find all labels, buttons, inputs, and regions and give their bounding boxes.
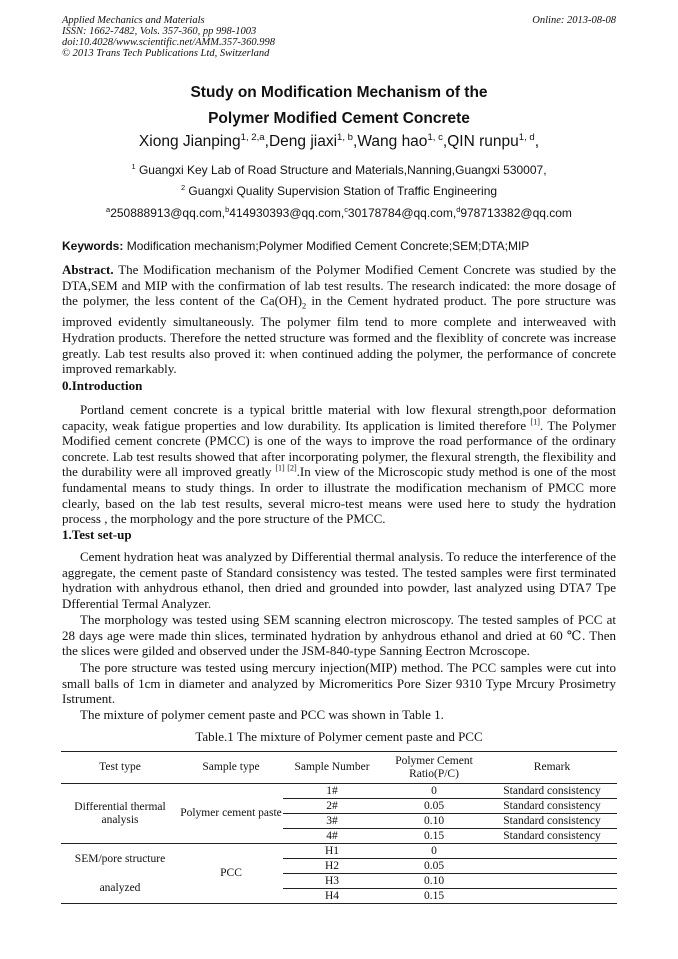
author-sup: 1, d [518,131,535,143]
test-type-line: SEM/pore structure [74,853,166,865]
remark-cell [487,889,617,904]
sample-number-cell: H2 [283,859,381,874]
author-sup: 1, c [427,131,443,143]
author-name: Deng jiaxi [268,133,338,150]
header-cell: Polymer Cement Ratio(P/C) [381,752,487,784]
journal-header [62,15,616,59]
abstract-label: Abstract. [62,262,114,277]
intro-text-cont: . The Polymer Modified cement concrete (PMCC) is one of the ways to improve the road performance of the ordinary concrete. Lab test results showed that after incorporating polymer, the flexural strength, the flexibility and the durability were all improved greatly [62,417,617,480]
email-sup: b [225,205,230,214]
author-name: Wang hao [357,133,428,150]
keywords-text: Modification mechanism;Polymer Modified Cement Concrete;SEM;DTA;MIP [126,239,530,253]
author-sep: , [353,133,358,150]
author-sep: , [264,133,269,150]
affiliation-text: Guangxi Key Lab of Road Structure and Materials,Nanning,Guangxi 530007, [138,163,547,177]
affiliation-sup: 1 [131,162,136,171]
mixture-table [61,751,617,904]
doi: doi:10.4028/www.scientific.net/AMM.357-360.998 [62,37,275,48]
email-list [62,206,616,220]
remark-cell [487,874,617,889]
ratio-cell: 0.15 [381,889,487,904]
ratio-cell: 0 [381,844,487,859]
table-caption: Table.1 The mixture of Polymer cement paste and PCC [195,729,483,744]
sample-type-cell: Polymer cement paste [179,784,283,844]
remark-cell [487,844,617,859]
affiliation-sup: 2 [180,183,186,192]
sample-type-cell: PCC [179,844,283,904]
table-row [61,784,617,799]
keywords [62,239,616,253]
keywords-label: Keywords: [62,239,124,253]
ratio-cell: 0 [381,784,487,799]
setup-paragraph-2: The morphology was tested using SEM scanning electron microscopy. The tested samples of PCC at 28 days age were made thin slices, terminated hydration by anhydrous ethanol and dried at 60 ℃. Then the slices were gilded and observed under the JSM-840-type Sanning Eectron Mcroscope. [62,612,616,659]
sample-number-cell: 2# [283,799,381,814]
remark-cell [487,859,617,874]
test-type-cell: Differential thermal analysis [61,784,179,844]
remark-cell: Standard consistency [487,814,617,829]
author-name: QIN runpu [447,133,519,150]
subscript: 2 [302,300,307,311]
abstract [62,262,616,377]
sample-number-cell: H3 [283,874,381,889]
setup-paragraph-1: Cement hydration heat was analyzed by Differential thermal analysis. To reduce the interference of the aggregate, the cement paste of Standard consistency was tested. The tested samples were first terminated hydration with anhydrous ethanol, then dried and grounded into powder, last analyzed using DTA7 Tpe Dfferential Termal Analyzer. [62,549,616,611]
author-name: Xiong Jianping [138,133,241,150]
sample-number-cell: 4# [283,829,381,844]
ratio-cell: 0.10 [381,874,487,889]
test-type-cell [61,844,179,904]
email-sup: a [106,205,111,214]
email-address: 414930393@qq.com, [229,206,345,220]
citation: [1] [2] [275,464,297,474]
sample-number-cell: 1# [283,784,381,799]
title-line-2: Polymer Modified Cement Concrete [208,110,470,127]
header-cell: Remark [487,752,617,784]
ratio-cell: 0.05 [381,799,487,814]
ratio-cell: 0.10 [381,814,487,829]
remark-cell: Standard consistency [487,799,617,814]
test-type-line: analyzed [99,881,141,894]
intro-text: Portland cement concrete is a typical brittle material with low flexural strength,poor deformation capacity, weak fatigue properties and low durability. Its application is limited therefore [62,402,616,433]
email-address: 250888913@qq.com, [110,206,226,220]
abstract-text-cont: in the Cement hydrated product. The pore structure was improved evidently simultaneously. The polymer film tend to more complete and interweaved with Hydration products. Therefore the netted structure was formed and the flexiblity of concrete was increase greatly. Lab test results also proved it: when continued adding the polymer, the performance of concrete improved remarkably. [62,293,616,377]
section-heading-introduction: 0.Introduction [62,378,143,393]
affiliation-1 [62,163,616,177]
ratio-cell: 0.05 [381,859,487,874]
author-list [62,133,616,151]
sample-number-cell: H1 [283,844,381,859]
header-cell: Sample type [179,752,283,784]
sample-number-cell: H4 [283,889,381,904]
paper-title [62,80,616,132]
setup-paragraph-4: The mixture of polymer cement paste and PCC was shown in Table 1. [80,707,444,722]
affiliation-2 [62,184,616,198]
table-header-row [61,752,617,784]
header-cell: Test type [61,752,179,784]
author-sep: , [442,133,448,150]
citation: [1] [530,417,540,427]
title-line-1: Study on Modification Mechanism of the [190,84,488,101]
online-date: Online: 2013-08-08 [532,15,616,26]
header-cell: Sample Number [283,752,381,784]
remark-cell: Standard consistency [487,784,617,799]
journal-name: Applied Mechanics and Materials [62,15,205,26]
section-heading-test-setup: 1.Test set-up [62,527,132,542]
sample-number-cell: 3# [283,814,381,829]
author-sup: 1, 2,a [240,131,265,143]
email-address: 30178784@qq.com, [347,206,457,220]
copyright: © 2013 Trans Tech Publications Ltd, Switzerland [62,48,270,59]
intro-paragraph [62,402,616,527]
author-sep: , [534,133,540,150]
author-sup: 1, b [337,131,354,143]
abstract-text: The Modification mechanism of the Polymer Modified Cement Concrete was studied by the DTA,SEM and MIP with the confirmation of lab test results. The research indicated: the more dosage of the polymer, the less content of the Ca(OH) [62,262,616,309]
remark-cell: Standard consistency [487,829,617,844]
table-row [61,844,617,859]
intro-text-end: .In view of the Microscopic study method is one of the most fundamental means to study things. In order to illustrate the modification mechanism of PMCC more clearly, based on the lab test results, several micro-test means were used here to study the hydration process , the morphology and the pore structure of the PMCC. [62,464,617,527]
issn: ISSN: 1662-7482, Vols. 357-360, pp 998-1003 [62,26,257,37]
affiliation-text: Guangxi Quality Supervision Station of Traffic Engineering [188,184,498,198]
setup-paragraph-3: The pore structure was tested using mercury injection(MIP) method. The PCC samples were cut into small balls of 1cm in diameter and analyzed by Micromeritics Pore Sizer 9310 Type Mrcury Prosimetry Istrument. [62,660,616,707]
email-address: 978713382@qq.com [460,206,572,220]
email-sup: d [456,205,461,214]
ratio-cell: 0.15 [381,829,487,844]
email-sup: c [344,205,348,214]
